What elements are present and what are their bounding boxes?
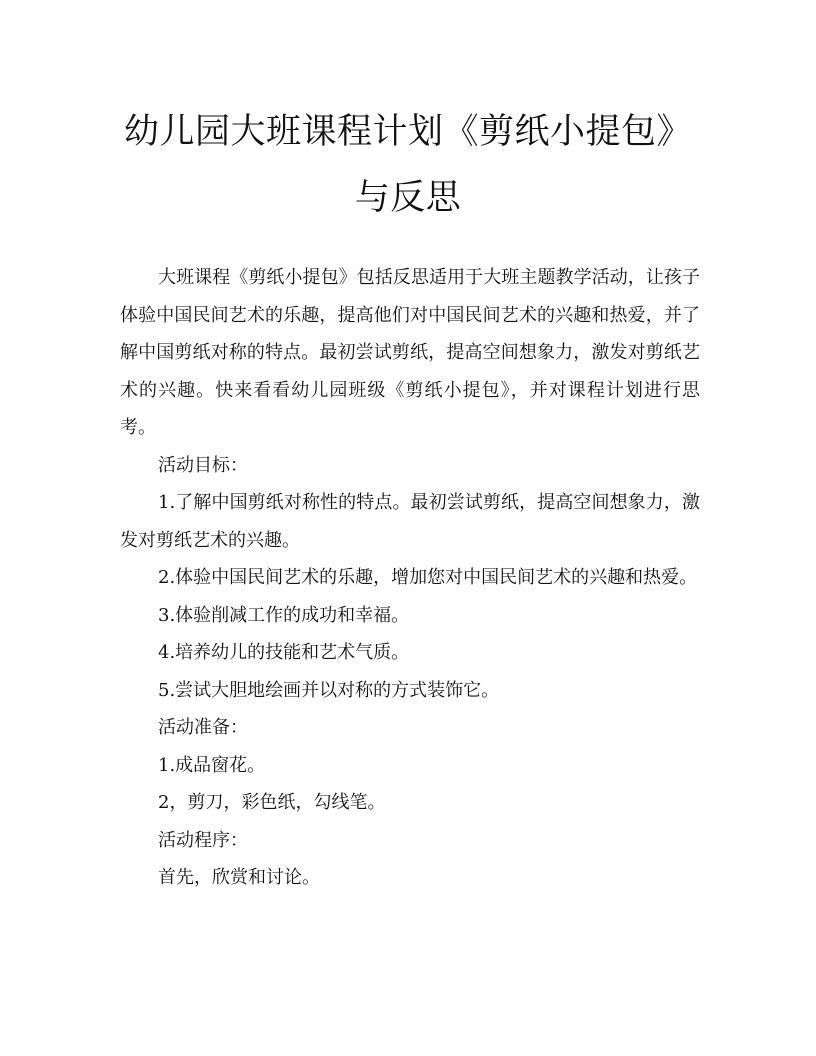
goal-item-5: 5.尝试大胆地绘画并以对称的方式装饰它。	[158, 679, 500, 701]
goal-item-1: 1.了解中国剪纸对称性的特点。最初尝试剪纸，提高空间想象力，激发对剪纸艺术的兴趣。	[120, 492, 700, 551]
prep-item-2: 2，剪刀，彩色纸，勾线笔。	[158, 792, 386, 813]
document-body	[120, 259, 700, 897]
goal-item-2: 2.体验中国民间艺术的乐趣，增加您对中国民间艺术的兴趣和热爱。	[158, 567, 698, 588]
prep-heading: 活动准备：	[158, 717, 248, 738]
procedure-item-1: 首先，欣赏和讨论。	[158, 867, 320, 888]
goal-item-4: 4.培养幼儿的技能和艺术气质。	[158, 642, 410, 663]
document-title: 幼儿园大班课程计划《剪纸小提包》与反思	[123, 112, 692, 218]
goal-item-3: 3.体验削减工作的成功和幸福。	[158, 604, 410, 626]
intro-paragraph: 大班课程《剪纸小提包》包括反思适用于大班主题教学活动，让孩子体验中国民间艺术的乐趣，提高他们对中国民间艺术的兴趣和热爱，并了解中国剪纸对称的特点。最初尝试剪纸，提高空间想象力，激发对剪纸艺术的兴趣。快来看看幼儿园班级《剪纸小提包》，并对课程计划进行思考。	[120, 267, 700, 438]
procedure-heading: 活动程序：	[158, 829, 248, 851]
goals-heading: 活动目标：	[158, 454, 248, 476]
prep-item-1: 1.成品窗花。	[158, 754, 266, 776]
